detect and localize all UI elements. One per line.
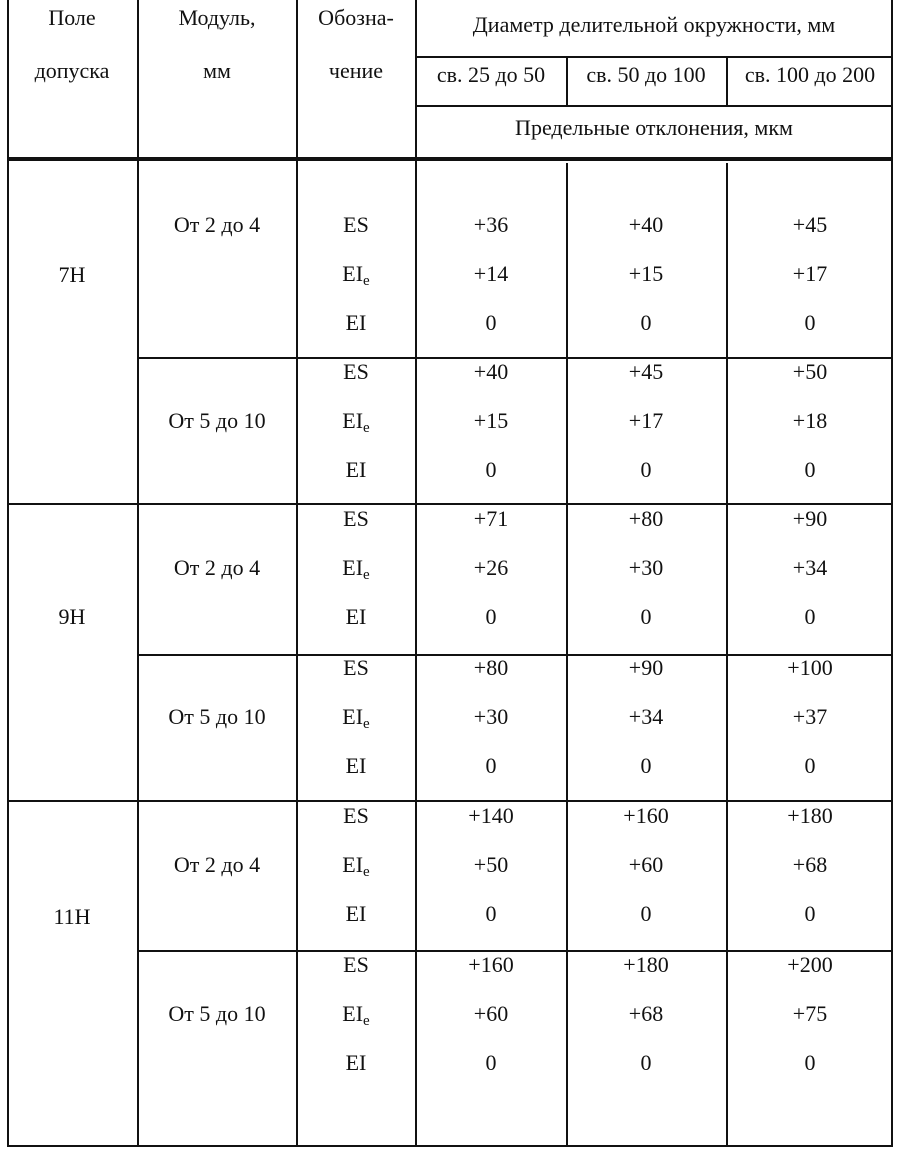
deviation-value-es: +200 [787, 952, 833, 977]
deviation-value-eie: +37 [792, 704, 828, 729]
module-range: От 5 до 10 [168, 408, 266, 433]
deviation-value-ei: 0 [640, 457, 652, 482]
table-border-left [7, 0, 9, 1147]
deviation-value-ei: 0 [640, 753, 652, 778]
deviation-value-es: +180 [787, 803, 833, 828]
designation-eie-subscript: e [363, 420, 370, 436]
deviation-value-ei: 0 [640, 1050, 652, 1075]
deviation-value-eie: +60 [473, 1001, 509, 1026]
deviation-value-es: +40 [473, 359, 509, 384]
designation-eie-subscript: e [363, 1013, 370, 1029]
designation-eie-subscript: e [363, 567, 370, 583]
header-rule-1 [415, 56, 893, 58]
designation-es: ES [343, 655, 369, 680]
designation-eie [342, 408, 369, 434]
deviation-value-eie: +18 [792, 408, 828, 433]
deviation-value-es: +40 [628, 212, 664, 237]
deviation-value-ei: 0 [485, 901, 497, 926]
designation-eie-base: EI [342, 555, 364, 580]
module-range: От 2 до 4 [173, 212, 261, 237]
column-divider-1 [137, 0, 139, 1147]
deviation-value-es: +140 [468, 803, 514, 828]
group-rule-1 [7, 503, 893, 505]
deviation-value-ei: 0 [804, 604, 816, 629]
designation-ei: EI [345, 310, 367, 335]
designation-eie-subscript: e [363, 864, 370, 880]
designation-ei: EI [345, 753, 367, 778]
deviation-value-eie: +60 [628, 852, 664, 877]
deviation-value-eie: +17 [628, 408, 664, 433]
table-border-right [891, 0, 893, 1147]
deviation-value-eie: +68 [628, 1001, 664, 1026]
designation-es: ES [343, 506, 369, 531]
deviation-value-eie: +34 [792, 555, 828, 580]
header-range-2: св. 50 до 100 [586, 62, 706, 87]
designation-es: ES [343, 212, 369, 237]
group-rule-2 [7, 800, 893, 802]
designation-es: ES [343, 803, 369, 828]
subrow-rule-1 [137, 357, 893, 359]
designation-eie-base: EI [342, 261, 364, 286]
deviation-value-es: +90 [628, 655, 664, 680]
designation-eie-base: EI [342, 1001, 364, 1026]
deviation-value-ei: 0 [485, 753, 497, 778]
module-range: От 2 до 4 [173, 852, 261, 877]
deviation-value-ei: 0 [804, 457, 816, 482]
deviation-value-es: +100 [787, 655, 833, 680]
deviation-value-eie: +75 [792, 1001, 828, 1026]
deviation-value-ei: 0 [640, 901, 652, 926]
designation-ei: EI [345, 457, 367, 482]
designation-eie [342, 1001, 369, 1027]
header-module-line1: Модуль, [178, 5, 256, 30]
deviation-value-es: +45 [628, 359, 664, 384]
deviation-value-es: +180 [623, 952, 669, 977]
deviation-value-es: +160 [468, 952, 514, 977]
header-module-line2: мм [203, 58, 231, 83]
designation-eie [342, 261, 369, 287]
tolerance-field: 9H [58, 604, 86, 629]
deviation-value-ei: 0 [804, 901, 816, 926]
designation-eie-subscript: e [363, 273, 370, 289]
designation-ei: EI [345, 901, 367, 926]
table-border-bottom [7, 1145, 893, 1147]
deviation-value-eie: +50 [473, 852, 509, 877]
deviation-value-eie: +68 [792, 852, 828, 877]
subrow-rule-2 [137, 654, 893, 656]
deviation-value-ei: 0 [804, 310, 816, 335]
subrow-rule-3 [137, 950, 893, 952]
deviation-value-es: +45 [792, 212, 828, 237]
header-field-line1: Поле [48, 5, 96, 30]
designation-es: ES [343, 952, 369, 977]
designation-eie [342, 704, 369, 730]
deviation-value-eie: +15 [473, 408, 509, 433]
header-deviations-title: Предельные отклонения, мкм [515, 115, 793, 140]
deviation-value-eie: +30 [473, 704, 509, 729]
deviation-value-es: +36 [473, 212, 509, 237]
deviation-value-ei: 0 [485, 310, 497, 335]
designation-eie [342, 555, 369, 581]
designation-eie-base: EI [342, 852, 364, 877]
deviation-value-ei: 0 [804, 1050, 816, 1075]
column-divider-4a [566, 57, 568, 106]
designation-ei: EI [345, 1050, 367, 1075]
deviation-value-es: +80 [628, 506, 664, 531]
deviation-value-eie: +14 [473, 261, 509, 286]
deviation-value-eie: +30 [628, 555, 664, 580]
deviation-value-es: +80 [473, 655, 509, 680]
header-diameter-title: Диаметр делительной окружности, мм [472, 12, 836, 37]
module-range: От 5 до 10 [168, 1001, 266, 1026]
column-divider-5a [726, 57, 728, 106]
designation-ei: EI [345, 604, 367, 629]
deviation-value-eie: +15 [628, 261, 664, 286]
deviation-value-es: +71 [473, 506, 509, 531]
column-divider-3 [415, 0, 417, 1147]
deviation-value-es: +90 [792, 506, 828, 531]
designation-eie-base: EI [342, 408, 364, 433]
deviation-value-eie: +17 [792, 261, 828, 286]
deviation-value-es: +160 [623, 803, 669, 828]
header-designation-line2: чение [328, 58, 384, 83]
designation-es: ES [343, 359, 369, 384]
designation-eie-subscript: e [363, 716, 370, 732]
deviation-value-ei: 0 [640, 310, 652, 335]
module-range: От 5 до 10 [168, 704, 266, 729]
deviation-value-ei: 0 [804, 753, 816, 778]
header-bottom-rule [7, 157, 893, 161]
deviation-value-ei: 0 [640, 604, 652, 629]
deviation-value-es: +50 [792, 359, 828, 384]
header-range-3: св. 100 до 200 [744, 62, 876, 87]
header-range-1: св. 25 до 50 [436, 62, 546, 87]
header-field-line2: допуска [34, 58, 110, 83]
deviation-value-ei: 0 [485, 604, 497, 629]
module-range: От 2 до 4 [173, 555, 261, 580]
designation-eie [342, 852, 369, 878]
tolerance-field: 11H [53, 904, 91, 929]
deviation-value-ei: 0 [485, 457, 497, 482]
deviation-value-eie: +34 [628, 704, 664, 729]
deviation-value-eie: +26 [473, 555, 509, 580]
tolerance-field: 7H [58, 262, 86, 287]
header-designation-line1: Обозна- [318, 5, 394, 30]
designation-eie-base: EI [342, 704, 364, 729]
header-rule-2 [415, 105, 893, 107]
deviation-value-ei: 0 [485, 1050, 497, 1075]
column-divider-2 [296, 0, 298, 1147]
